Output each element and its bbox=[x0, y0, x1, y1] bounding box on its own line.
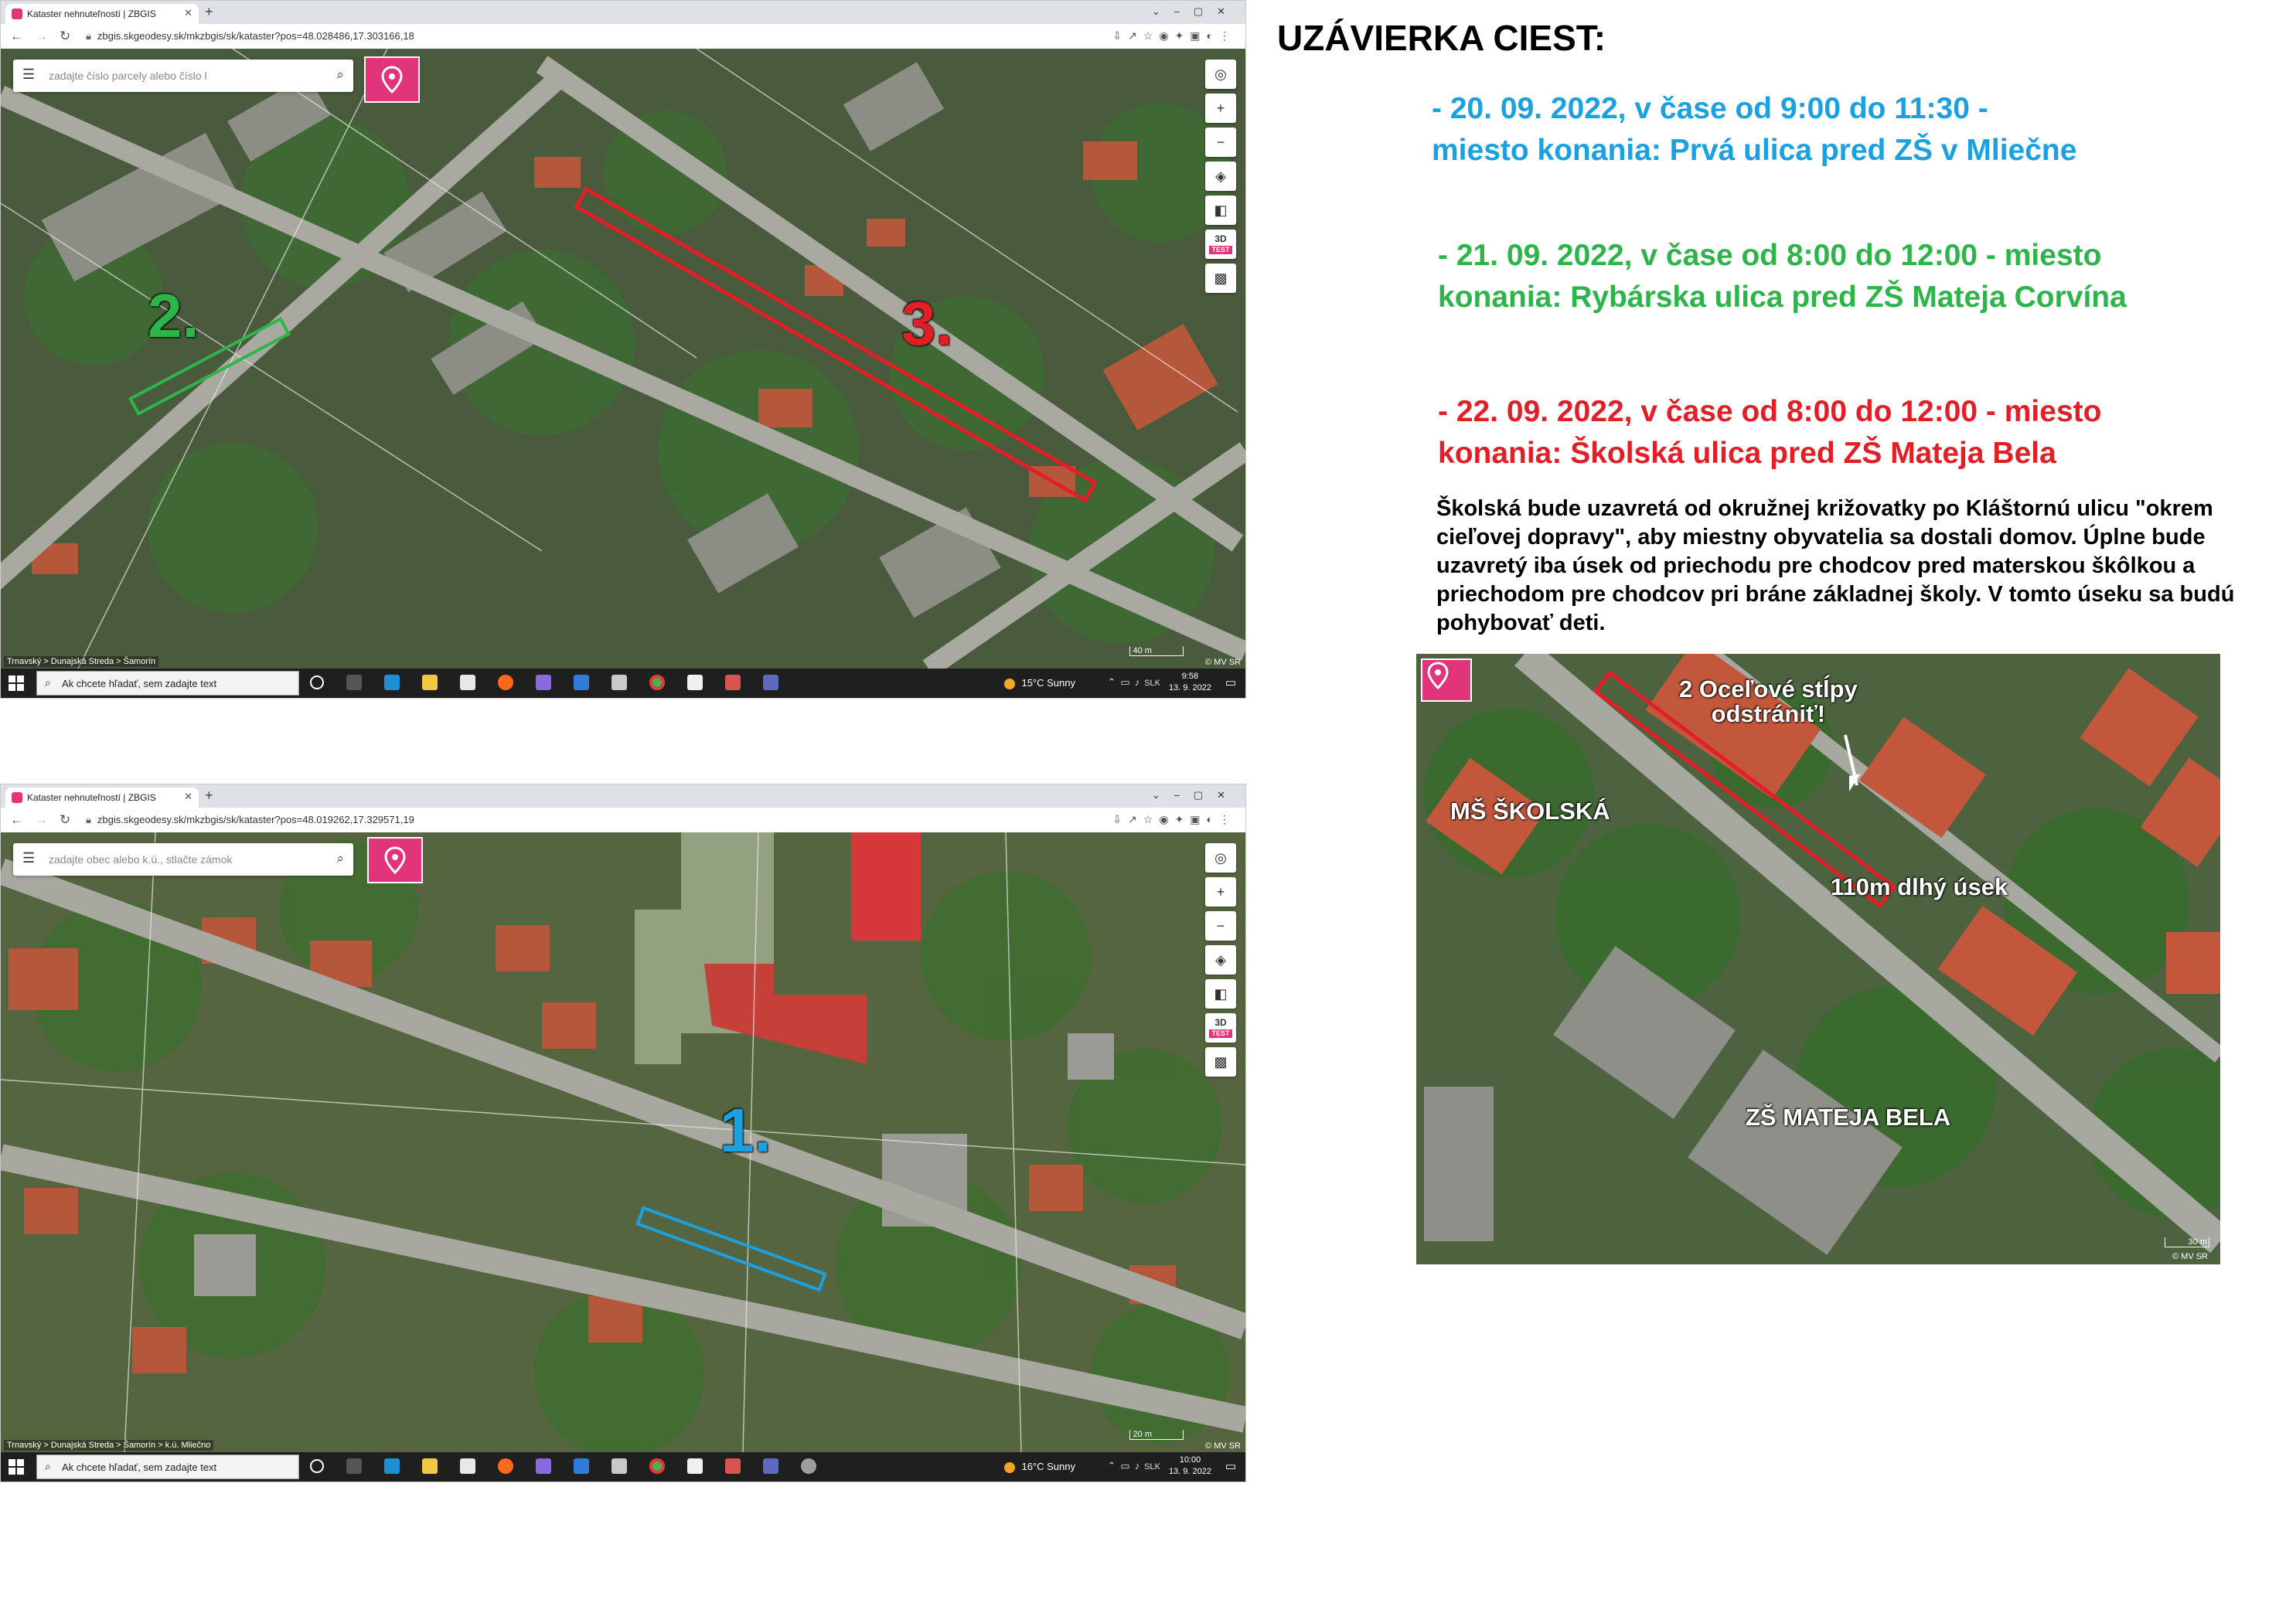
file-explorer-icon[interactable] bbox=[422, 1458, 438, 1474]
taskbar-apps bbox=[310, 1458, 839, 1474]
announcement-line: konania: Rybárska ulica pred ZŠ Mateja Corvína bbox=[1438, 281, 2127, 314]
scale-bar: 40 m bbox=[1129, 646, 1184, 656]
clock-date: 13. 9. 2022 bbox=[1168, 1467, 1211, 1476]
mail-icon[interactable] bbox=[574, 675, 589, 690]
cortana-icon[interactable] bbox=[310, 1459, 324, 1473]
map-attribution: © MV SR bbox=[2172, 1252, 2208, 1261]
back-arrow-icon[interactable]: ← bbox=[10, 29, 23, 43]
map-toolbar bbox=[1205, 843, 1236, 1081]
pillars-line-2: odstrániť! bbox=[1711, 700, 1826, 727]
zoom-in-button[interactable]: + bbox=[1205, 877, 1236, 907]
map-label-3: 3. bbox=[901, 289, 953, 358]
3d-label: 3D bbox=[1214, 233, 1227, 244]
word-doc-icon[interactable] bbox=[687, 675, 703, 690]
firefox-icon[interactable] bbox=[498, 675, 513, 690]
scale-bar: 20 m bbox=[1129, 1430, 1184, 1440]
edge-icon[interactable] bbox=[384, 1458, 400, 1474]
map-picture-icon[interactable]: ▩ bbox=[1205, 1047, 1236, 1077]
map-view[interactable] bbox=[1, 832, 1245, 1452]
mail-icon[interactable] bbox=[574, 1458, 589, 1474]
chat-icon[interactable] bbox=[763, 675, 778, 690]
app-misc-icon[interactable] bbox=[801, 1458, 816, 1474]
pillars-label bbox=[1679, 677, 1858, 726]
closure-note: Školská bude uzavretá od okružnej križovatky po Kláštornú ulicu "okrem cieľovej dopravy", aby miestny obyvatelia sa dostali domov. Úplne bude uzavretý iba úsek od priechodu pre chodcov pred materskou škôlkou a priechodom pre chodcov pri bráne základnej školy. V tomto úseku sa budú pohybovať deti. bbox=[1436, 496, 2235, 635]
taskbar-search-text: Ak chcete hľadať, sem zadajte text bbox=[62, 678, 217, 689]
notification-icon[interactable]: ▭ bbox=[1225, 1460, 1236, 1473]
weather-widget[interactable] bbox=[1004, 1461, 1075, 1473]
announcement-3 bbox=[1438, 391, 2101, 475]
close-tab-icon[interactable]: ✕ bbox=[184, 7, 192, 19]
breadcrumb: Trnavský > Dunajská Streda > Šamorín > k.ú. Mliečno bbox=[4, 1440, 213, 1451]
taskbar bbox=[1, 669, 1245, 698]
tab-bar bbox=[1, 784, 1245, 808]
new-tab-button[interactable]: + bbox=[205, 788, 213, 803]
task-view-icon[interactable] bbox=[346, 1458, 362, 1474]
app-logo bbox=[1421, 658, 1472, 702]
url-field[interactable] bbox=[86, 30, 414, 43]
swipe-compare-icon[interactable]: ◧ bbox=[1205, 979, 1236, 1009]
3d-button[interactable] bbox=[1205, 230, 1236, 259]
browser-toolbar-icons[interactable]: ⇩↗☆◉✦▣◐⋮ bbox=[1112, 813, 1236, 825]
map-label-1: 1. bbox=[720, 1096, 772, 1165]
zoom-in-button[interactable]: + bbox=[1205, 94, 1236, 123]
favicon-icon bbox=[12, 792, 22, 803]
taskbar-search-input[interactable] bbox=[36, 671, 299, 696]
back-arrow-icon[interactable]: ← bbox=[10, 812, 23, 827]
segment-length-label: 110m dlhý úsek bbox=[1831, 873, 2008, 900]
search-icon[interactable]: ⌕ bbox=[336, 851, 344, 866]
clock-time: 9:58 bbox=[1181, 672, 1199, 681]
clock[interactable] bbox=[1169, 1455, 1211, 1478]
announcement-line: - 20. 09. 2022, v čase od 9:00 do 11:30 - bbox=[1432, 92, 1988, 125]
3d-label: 3D bbox=[1214, 1017, 1227, 1028]
chat-icon[interactable] bbox=[763, 1458, 778, 1474]
language-indicator: SLK bbox=[1144, 679, 1160, 688]
notification-icon[interactable]: ▭ bbox=[1225, 676, 1236, 689]
window-controls[interactable]: ⌄–▢✕ bbox=[1151, 789, 1239, 801]
announcement-2 bbox=[1438, 235, 2127, 318]
sun-icon bbox=[1004, 679, 1015, 689]
url-field[interactable] bbox=[86, 814, 414, 826]
pillars-line-1: 2 Oceľové stĺpy bbox=[1679, 675, 1858, 703]
test-badge: TEST bbox=[1209, 246, 1232, 254]
test-badge: TEST bbox=[1209, 1029, 1232, 1038]
clock-date: 13. 9. 2022 bbox=[1168, 683, 1211, 692]
clock[interactable] bbox=[1169, 671, 1211, 694]
task-view-icon[interactable] bbox=[346, 675, 362, 690]
window-controls[interactable]: ⌄–▢✕ bbox=[1151, 5, 1239, 17]
zoom-out-button[interactable]: − bbox=[1205, 911, 1236, 941]
aerial-map bbox=[1, 832, 1245, 1452]
aerial-map bbox=[1, 49, 1245, 669]
sun-icon bbox=[1004, 1462, 1015, 1473]
weather-text: 15°C Sunny bbox=[1021, 677, 1075, 689]
calculator-icon[interactable] bbox=[611, 1458, 627, 1474]
address-bar bbox=[1, 24, 1245, 49]
map-pin-icon bbox=[376, 64, 407, 95]
map-toolbar bbox=[1205, 60, 1236, 298]
search-icon: ⌕ bbox=[45, 676, 51, 689]
close-tab-icon[interactable]: ✕ bbox=[184, 791, 192, 802]
store-icon[interactable] bbox=[460, 675, 475, 690]
kindergarten-label: MŠ ŠKOLSKÁ bbox=[1450, 798, 1610, 825]
breadcrumb: Trnavský > Dunajská Streda > Šamorín bbox=[4, 656, 158, 667]
edge-icon[interactable] bbox=[384, 675, 400, 690]
clock-time: 10:00 bbox=[1179, 1455, 1201, 1465]
app-red-icon[interactable] bbox=[725, 675, 741, 690]
layers-icon[interactable]: ◈ bbox=[1205, 945, 1236, 975]
map-attribution: © MV SR bbox=[1205, 1441, 1241, 1451]
forward-arrow-icon[interactable]: → bbox=[35, 812, 48, 827]
school-label: ZŠ MATEJA BELA bbox=[1746, 1104, 1951, 1131]
system-tray-icons[interactable]: ⌃▭♪SLK bbox=[1107, 1460, 1160, 1472]
calculator-icon[interactable] bbox=[611, 675, 627, 690]
search-placeholder: zadajte obec alebo k.ú., stlačte zámok bbox=[49, 853, 233, 866]
taskbar-search-input[interactable] bbox=[36, 1455, 299, 1479]
favicon-icon bbox=[12, 9, 22, 19]
app-red-icon[interactable] bbox=[725, 1458, 741, 1474]
windows-start-icon[interactable] bbox=[9, 1459, 26, 1475]
address-bar bbox=[1, 808, 1245, 833]
chrome-icon[interactable] bbox=[649, 675, 665, 690]
search-icon: ⌕ bbox=[45, 1460, 51, 1472]
search-input[interactable] bbox=[13, 843, 353, 876]
firefox-icon[interactable] bbox=[498, 1458, 513, 1474]
announcement-line: konania: Školská ulica pred ZŠ Mateja Bela bbox=[1438, 437, 2056, 470]
detail-aerial-map bbox=[1416, 654, 2220, 1264]
search-placeholder: zadajte číslo parcely alebo číslo l bbox=[49, 70, 207, 82]
browser-window-bottom bbox=[0, 784, 1246, 1482]
app-logo[interactable] bbox=[367, 837, 423, 883]
new-tab-button[interactable]: + bbox=[205, 4, 213, 19]
tab-title: Kataster nehnuteľností | ZBGIS bbox=[27, 9, 156, 19]
reload-icon[interactable]: ↻ bbox=[60, 29, 71, 43]
weather-text: 16°C Sunny bbox=[1021, 1461, 1075, 1472]
announcement-1 bbox=[1432, 88, 2076, 172]
announcement-line: - 21. 09. 2022, v čase od 8:00 do 12:00 - miesto bbox=[1438, 239, 2102, 272]
windows-start-icon[interactable] bbox=[9, 675, 26, 691]
url-text: zbgis.skgeodesy.sk/mkzbgis/sk/kataster?pos=48.019262,17.329571,19 bbox=[97, 814, 414, 825]
3d-button[interactable] bbox=[1205, 1013, 1236, 1043]
announcement-line: miesto konania: Prvá ulica pred ZŠ v Mliečne bbox=[1432, 134, 2077, 167]
browser-toolbar-icons[interactable]: ⇩↗☆◉✦▣◐⋮ bbox=[1112, 29, 1236, 42]
word-doc-icon[interactable] bbox=[687, 1458, 703, 1474]
taskbar-apps bbox=[310, 675, 801, 690]
forward-arrow-icon[interactable]: → bbox=[35, 29, 48, 43]
lock-icon: 🔒︎ bbox=[86, 814, 91, 825]
url-text: zbgis.skgeodesy.sk/mkzbgis/sk/kataster?pos=48.028486,17.303166,18 bbox=[97, 30, 414, 42]
reload-icon[interactable]: ↻ bbox=[60, 812, 71, 827]
file-explorer-icon[interactable] bbox=[422, 675, 438, 690]
browser-tab[interactable] bbox=[5, 788, 199, 808]
detail-map bbox=[1416, 654, 2220, 1264]
media-icon[interactable] bbox=[536, 1458, 551, 1474]
language-indicator: SLK bbox=[1144, 1462, 1160, 1472]
app-logo[interactable] bbox=[364, 56, 420, 103]
map-label-2: 2. bbox=[148, 281, 199, 350]
browser-window-top bbox=[0, 0, 1246, 699]
map-pin-icon bbox=[380, 845, 410, 876]
tab-bar bbox=[1, 1, 1245, 24]
announcement-line: - 22. 09. 2022, v čase od 8:00 do 12:00 - miesto bbox=[1438, 395, 2102, 428]
swipe-compare-icon[interactable]: ◧ bbox=[1205, 196, 1236, 225]
map-pin-icon bbox=[1422, 660, 1453, 691]
scale-bar: 30 m bbox=[2165, 1237, 2209, 1247]
system-tray-icons[interactable]: ⌃▭♪SLK bbox=[1107, 676, 1160, 688]
weather-widget[interactable] bbox=[1004, 677, 1075, 689]
crosshair-icon[interactable]: ◎ bbox=[1205, 60, 1236, 89]
menu-icon[interactable]: ☰ bbox=[22, 66, 36, 82]
chrome-icon[interactable] bbox=[649, 1458, 665, 1474]
lock-icon: 🔒︎ bbox=[86, 30, 91, 42]
browser-tab[interactable] bbox=[5, 4, 199, 24]
map-attribution: © MV SR bbox=[1205, 658, 1241, 667]
crosshair-icon[interactable]: ◎ bbox=[1205, 843, 1236, 873]
taskbar-search-text: Ak chcete hľadať, sem zadajte text bbox=[62, 1461, 217, 1473]
layers-icon[interactable]: ◈ bbox=[1205, 162, 1236, 191]
taskbar bbox=[1, 1452, 1245, 1482]
media-icon[interactable] bbox=[536, 675, 551, 690]
cortana-icon[interactable] bbox=[310, 675, 324, 689]
map-picture-icon[interactable]: ▩ bbox=[1205, 264, 1236, 293]
page-title: UZÁVIERKA CIEST: bbox=[1277, 18, 1606, 58]
search-input[interactable] bbox=[13, 60, 353, 92]
menu-icon[interactable]: ☰ bbox=[22, 850, 36, 866]
map-view[interactable] bbox=[1, 49, 1245, 669]
tab-title: Kataster nehnuteľností | ZBGIS bbox=[27, 792, 156, 803]
search-icon[interactable]: ⌕ bbox=[336, 67, 344, 82]
zoom-out-button[interactable]: − bbox=[1205, 128, 1236, 157]
store-icon[interactable] bbox=[460, 1458, 475, 1474]
